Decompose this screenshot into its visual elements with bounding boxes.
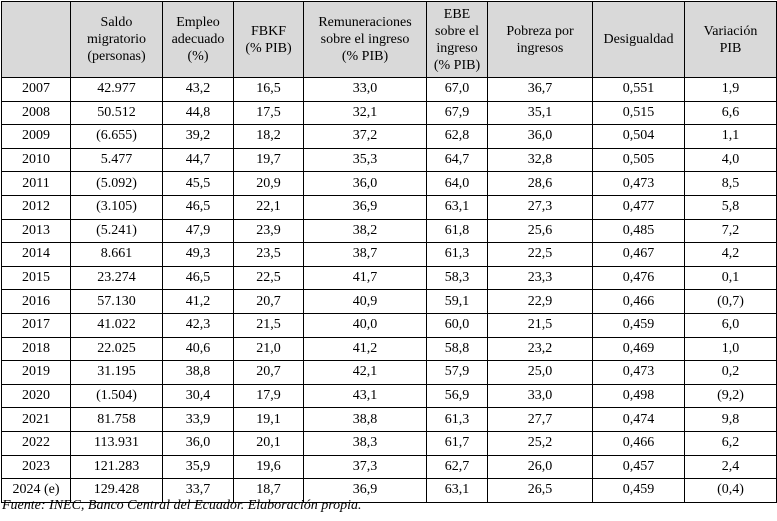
header-label-line: EBE xyxy=(443,6,471,22)
table-cell: 63,1 xyxy=(427,195,488,219)
table-row xyxy=(2,125,777,149)
table-cell: 61,7 xyxy=(427,431,488,455)
table-row xyxy=(2,243,777,267)
table-cell: 23.274 xyxy=(71,266,163,290)
table-cell: 36,0 xyxy=(163,431,234,455)
table-cell: 22,5 xyxy=(234,266,304,290)
header-corner xyxy=(2,2,71,78)
table-cell: 20,7 xyxy=(234,290,304,314)
table-cell: 23,5 xyxy=(234,243,304,267)
header-fbkf xyxy=(234,2,304,78)
header-label-line: Pobreza por xyxy=(506,23,574,39)
table-cell: 57.130 xyxy=(71,290,163,314)
table-cell: 5.477 xyxy=(71,148,163,172)
year-cell: 2007 xyxy=(2,78,71,102)
year-cell: 2024 (e) xyxy=(2,479,71,503)
table-cell: 42,1 xyxy=(304,361,427,385)
table-cell: 7,2 xyxy=(685,219,777,243)
table-cell: 42,3 xyxy=(163,313,234,337)
table-cell: 36,0 xyxy=(304,172,427,196)
table-cell: 6,0 xyxy=(685,313,777,337)
table-body xyxy=(2,78,777,503)
table-cell: 62,8 xyxy=(427,125,488,149)
year-cell: 2013 xyxy=(2,219,71,243)
table-cell: 33,0 xyxy=(488,384,593,408)
table-row xyxy=(2,455,777,479)
table-cell: 31.195 xyxy=(71,361,163,385)
table-cell: 9,8 xyxy=(685,408,777,432)
table-cell: 61,3 xyxy=(427,243,488,267)
table-cell: 47,9 xyxy=(163,219,234,243)
table-cell: 20,7 xyxy=(234,361,304,385)
table-cell: 41.022 xyxy=(71,313,163,337)
header-remuneraciones xyxy=(304,2,427,78)
table-cell: 8.661 xyxy=(71,243,163,267)
header-label-line: (% PIB) xyxy=(245,40,292,56)
header-label-line: migratorio xyxy=(86,32,147,47)
table-cell: (0,4) xyxy=(685,479,777,503)
table-cell: 0,457 xyxy=(593,455,685,479)
header-label-line: PIB xyxy=(719,40,742,56)
table-cell: 42.977 xyxy=(71,78,163,102)
table-cell: 22,5 xyxy=(488,243,593,267)
table-cell: 33,9 xyxy=(163,408,234,432)
table-cell: 17,5 xyxy=(234,101,304,125)
table-row xyxy=(2,384,777,408)
table-cell: 56,9 xyxy=(427,384,488,408)
table-cell: 21,5 xyxy=(488,313,593,337)
table-cell: 0,485 xyxy=(593,219,685,243)
table-cell: 33,7 xyxy=(163,479,234,503)
year-cell: 2009 xyxy=(2,125,71,149)
header-row xyxy=(2,2,777,78)
table-cell: 2,4 xyxy=(685,455,777,479)
header-label-line: (personas) xyxy=(87,49,146,64)
table-cell: (3.105) xyxy=(71,195,163,219)
table-cell: 61,8 xyxy=(427,219,488,243)
table-cell: 0,473 xyxy=(593,361,685,385)
table-cell: (5.241) xyxy=(71,219,163,243)
table-cell: 64,0 xyxy=(427,172,488,196)
header-ebe xyxy=(427,2,488,78)
table-cell: 0,474 xyxy=(593,408,685,432)
header-label-line: FBKF xyxy=(250,23,287,39)
table-cell: 4,0 xyxy=(685,148,777,172)
table-cell: 0,515 xyxy=(593,101,685,125)
header-label-line: sobre el xyxy=(435,23,479,39)
year-cell: 2011 xyxy=(2,172,71,196)
table-cell: 26,0 xyxy=(488,455,593,479)
table-cell: 0,466 xyxy=(593,290,685,314)
table-row xyxy=(2,313,777,337)
table-cell: 20,9 xyxy=(234,172,304,196)
table-header xyxy=(2,2,777,78)
table-cell: 19,7 xyxy=(234,148,304,172)
table-cell: 19,1 xyxy=(234,408,304,432)
table-row xyxy=(2,101,777,125)
table-cell: 20,1 xyxy=(234,431,304,455)
table-cell: 38,8 xyxy=(163,361,234,385)
table-cell: 25,2 xyxy=(488,431,593,455)
table-row xyxy=(2,266,777,290)
table-cell: 1,9 xyxy=(685,78,777,102)
header-label-line: Remuneraciones xyxy=(318,15,412,30)
table-cell: 40,6 xyxy=(163,337,234,361)
table-cell: 0,466 xyxy=(593,431,685,455)
header-label-line: sobre el ingreso xyxy=(320,32,410,47)
table-cell: 0,459 xyxy=(593,313,685,337)
table-cell: 37,2 xyxy=(304,125,427,149)
table-cell: 0,505 xyxy=(593,148,685,172)
header-pobreza xyxy=(488,2,593,78)
table-cell: 27,7 xyxy=(488,408,593,432)
table-cell: 0,469 xyxy=(593,337,685,361)
table-cell: 129.428 xyxy=(71,479,163,503)
table-cell: 43,2 xyxy=(163,78,234,102)
table-cell: 38,8 xyxy=(304,408,427,432)
header-label-line: ingresos xyxy=(516,40,564,56)
header-variacion-pib xyxy=(685,2,777,78)
table-row xyxy=(2,78,777,102)
table-cell: (1.504) xyxy=(71,384,163,408)
header-label-line: (% PIB) xyxy=(341,49,389,64)
table-cell: 5,8 xyxy=(685,195,777,219)
header-label-line: (% PIB) xyxy=(433,57,481,73)
header-label-line: adecuado xyxy=(171,32,225,47)
table-cell: 121.283 xyxy=(71,455,163,479)
table-cell: 22,9 xyxy=(488,290,593,314)
year-cell: 2014 xyxy=(2,243,71,267)
year-cell: 2012 xyxy=(2,195,71,219)
table-cell: 17,9 xyxy=(234,384,304,408)
year-cell: 2023 xyxy=(2,455,71,479)
year-cell: 2020 xyxy=(2,384,71,408)
table-cell: 32,8 xyxy=(488,148,593,172)
table-cell: 36,9 xyxy=(304,479,427,503)
header-label-line: Desigualdad xyxy=(603,32,674,47)
year-cell: 2008 xyxy=(2,101,71,125)
table-cell: 0,476 xyxy=(593,266,685,290)
table-cell: 41,2 xyxy=(163,290,234,314)
table-cell: 38,3 xyxy=(304,431,427,455)
table-cell: 57,9 xyxy=(427,361,488,385)
table-cell: 25,6 xyxy=(488,219,593,243)
table-cell: 22,1 xyxy=(234,195,304,219)
table-cell: 33,0 xyxy=(304,78,427,102)
table-cell: 44,8 xyxy=(163,101,234,125)
table-cell: 35,1 xyxy=(488,101,593,125)
table-row xyxy=(2,408,777,432)
table-row xyxy=(2,431,777,455)
table-cell: 28,6 xyxy=(488,172,593,196)
table-cell: 61,3 xyxy=(427,408,488,432)
table-row xyxy=(2,148,777,172)
table-cell: 38,2 xyxy=(304,219,427,243)
table-cell: 37,3 xyxy=(304,455,427,479)
year-cell: 2015 xyxy=(2,266,71,290)
table-row xyxy=(2,290,777,314)
table-cell: 40,9 xyxy=(304,290,427,314)
table-cell: 113.931 xyxy=(71,431,163,455)
table-cell: 0,459 xyxy=(593,479,685,503)
table-cell: 39,2 xyxy=(163,125,234,149)
table-cell: 0,477 xyxy=(593,195,685,219)
table-row xyxy=(2,219,777,243)
table-cell: 21,0 xyxy=(234,337,304,361)
table-cell: 0,1 xyxy=(685,266,777,290)
header-label-line: Empleo xyxy=(176,15,220,30)
table-cell: 16,5 xyxy=(234,78,304,102)
table-cell: 43,1 xyxy=(304,384,427,408)
table-cell: 23,2 xyxy=(488,337,593,361)
table-cell: 49,3 xyxy=(163,243,234,267)
table-cell: 41,2 xyxy=(304,337,427,361)
data-table xyxy=(1,1,777,503)
header-desigualdad xyxy=(593,2,685,78)
table-cell: 6,2 xyxy=(685,431,777,455)
table-cell: 62,7 xyxy=(427,455,488,479)
table-cell: 35,3 xyxy=(304,148,427,172)
table-cell: 67,0 xyxy=(427,78,488,102)
table-cell: (5.092) xyxy=(71,172,163,196)
table-cell: 36,9 xyxy=(304,195,427,219)
table-cell: 50.512 xyxy=(71,101,163,125)
table-cell: 64,7 xyxy=(427,148,488,172)
year-cell: 2018 xyxy=(2,337,71,361)
year-cell: 2021 xyxy=(2,408,71,432)
table-cell: 44,7 xyxy=(163,148,234,172)
year-cell: 2017 xyxy=(2,313,71,337)
source-note: Fuente: INEC, Banco Central del Ecuador. Elaboración propia. xyxy=(2,498,362,513)
header-saldo-migratorio xyxy=(71,2,163,78)
table-cell: 63,1 xyxy=(427,479,488,503)
header-label-line: ingreso xyxy=(436,40,478,56)
table-cell: 26,5 xyxy=(488,479,593,503)
table-cell: 23,3 xyxy=(488,266,593,290)
table-cell: 0,473 xyxy=(593,172,685,196)
year-cell: 2022 xyxy=(2,431,71,455)
table-cell: 46,5 xyxy=(163,266,234,290)
table-cell: 0,504 xyxy=(593,125,685,149)
table-cell: 0,498 xyxy=(593,384,685,408)
table-cell: 1,0 xyxy=(685,337,777,361)
table-row xyxy=(2,337,777,361)
table-row xyxy=(2,172,777,196)
year-cell: 2019 xyxy=(2,361,71,385)
table-cell: 27,3 xyxy=(488,195,593,219)
year-cell: 2010 xyxy=(2,148,71,172)
table-cell: 18,7 xyxy=(234,479,304,503)
table-cell: 58,3 xyxy=(427,266,488,290)
table-cell: (0,7) xyxy=(685,290,777,314)
table-cell: 22.025 xyxy=(71,337,163,361)
table-cell: 19,6 xyxy=(234,455,304,479)
table-cell: 81.758 xyxy=(71,408,163,432)
table-cell: 60,0 xyxy=(427,313,488,337)
table-cell: (6.655) xyxy=(71,125,163,149)
table-cell: 35,9 xyxy=(163,455,234,479)
table-cell: (9,2) xyxy=(685,384,777,408)
table-cell: 6,6 xyxy=(685,101,777,125)
table-cell: 36,0 xyxy=(488,125,593,149)
table-row xyxy=(2,195,777,219)
header-label-line: Saldo xyxy=(100,15,133,30)
table-cell: 32,1 xyxy=(304,101,427,125)
header-empleo-adecuado xyxy=(163,2,234,78)
table-cell: 0,551 xyxy=(593,78,685,102)
year-cell: 2016 xyxy=(2,290,71,314)
table-cell: 25,0 xyxy=(488,361,593,385)
table-cell: 59,1 xyxy=(427,290,488,314)
table-row xyxy=(2,361,777,385)
header-label-line: (%) xyxy=(187,49,209,64)
table-cell: 45,5 xyxy=(163,172,234,196)
table-cell: 18,2 xyxy=(234,125,304,149)
table-cell: 46,5 xyxy=(163,195,234,219)
table-cell: 38,7 xyxy=(304,243,427,267)
table-cell: 0,2 xyxy=(685,361,777,385)
table-cell: 0,467 xyxy=(593,243,685,267)
header-label-line: Variación xyxy=(703,23,758,39)
table-cell: 40,0 xyxy=(304,313,427,337)
table-cell: 30,4 xyxy=(163,384,234,408)
table-cell: 58,8 xyxy=(427,337,488,361)
table-cell: 4,2 xyxy=(685,243,777,267)
table-cell: 21,5 xyxy=(234,313,304,337)
table-cell: 1,1 xyxy=(685,125,777,149)
table-cell: 67,9 xyxy=(427,101,488,125)
table-cell: 41,7 xyxy=(304,266,427,290)
table-cell: 8,5 xyxy=(685,172,777,196)
table-cell: 36,7 xyxy=(488,78,593,102)
table-cell: 23,9 xyxy=(234,219,304,243)
